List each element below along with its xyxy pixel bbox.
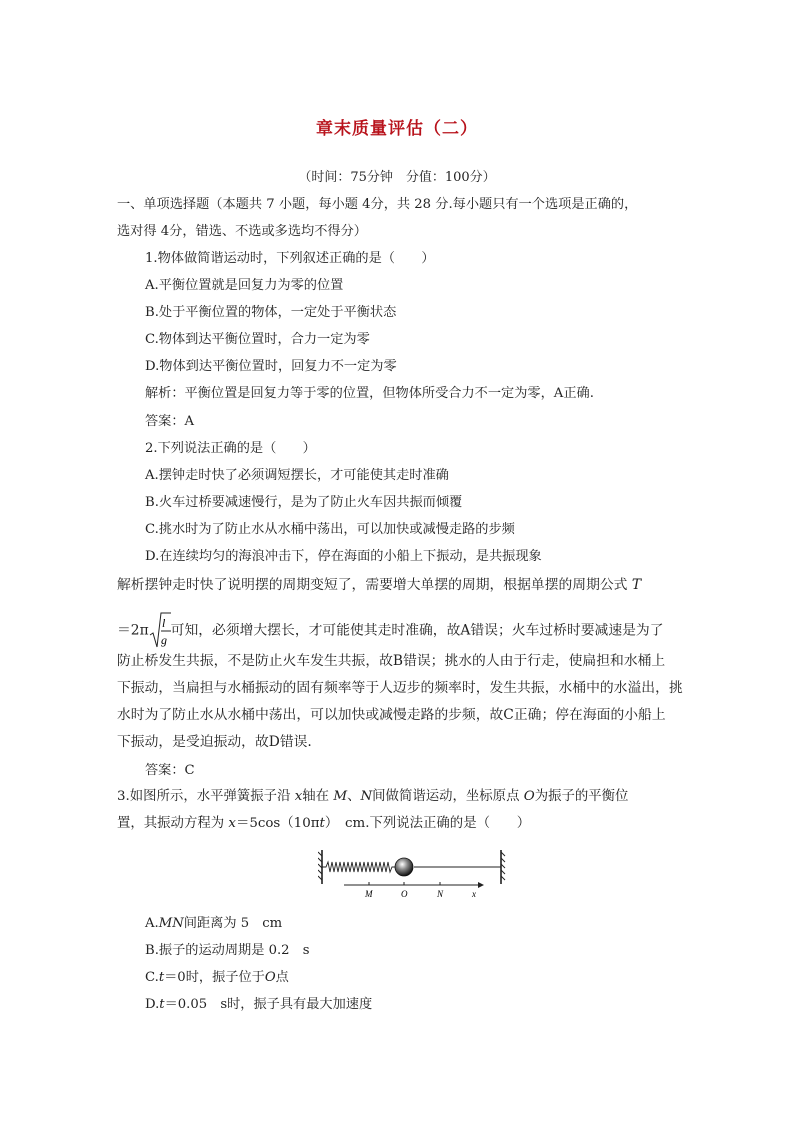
formula-g: g [160,633,167,647]
q2-analysis-line2: ＝2π l g 可知，必须增大摆长，才可能使其走时准确，故A错误；火车过桥时要减速是为了 [117,611,664,651]
q2-analysis-line5: 水时为了防止水从水桶中荡出，可以加快或减慢走路的步频，故C正确；停在海面的小船上 [117,707,666,723]
q3-option-c: C.t＝0时，振子位于O点 [145,970,289,985]
spring-coil [322,862,396,872]
q2-analysis-line6: 下振动，是受迫振动，故D错误. [117,734,312,750]
q3-option-b: B.振子的运动周期是 0.2 s [145,943,310,958]
spring-oscillator-figure [318,848,508,900]
q2-analysis-line4: 下振动，当扁担与水桶振动的固有频率等于人迈步的频率时，发生共振，水桶中的水溢出，挑 [117,680,683,696]
q1-option-c: C.物体到达平衡位置时，合力一定为零 [145,332,370,347]
section-heading-line2: 选对得 4分，错选、不选或多选均不得分） [117,224,367,239]
page-title: 章末质量评估（二） [316,119,478,139]
q2-analysis-line1: 解析摆钟走时快了说明摆的周期变短了，需要增大单摆的周期，根据单摆的周期公式 T [117,577,642,593]
label-M: M [365,889,373,899]
oscillator-ball [395,858,413,876]
q2-option-d: D.在连续均匀的海浪冲击下，停在海面的小船上下振动，是共振现象 [145,549,542,564]
q3-stem-line1: 3.如图所示，水平弹簧振子沿 x轴在 M、N间做简谐运动，坐标原点 O为振子的平衡位 [117,789,629,804]
q3-stem-line2: 置，其振动方程为 x＝5cos（10πt） cm.下列说法正确的是（ ） [117,816,531,831]
q2-option-a: A.摆钟走时快了必须调短摆长，才可能使其走时准确 [145,468,449,483]
page-subtitle: （时间：75分钟 分值：100分） [298,170,496,185]
q1-stem: 1.物体做简谐运动时，下列叙述正确的是（ ） [145,251,435,266]
label-O: O [401,889,408,899]
q1-analysis: 解析：平衡位置是回复力等于零的位置，但物体所受合力不一定为零，A正确. [145,386,594,401]
q2-analysis-line3: 防止桥发生共振，不是防止火车发生共振，故B错误；挑水的人由于行走，使扁担和水桶上 [117,653,666,669]
q3-option-d: D.t＝0.05 s时，振子具有最大加速度 [145,997,373,1012]
label-N: N [437,889,444,899]
formula-l: l [161,616,165,630]
q1-option-b: B.处于平衡位置的物体，一定处于平衡状态 [145,305,397,320]
right-wall [501,850,505,884]
q2-option-b: B.火车过桥要减速慢行，是为了防止火车因共振而倾覆 [145,495,463,510]
x-axis-arrow [478,882,484,888]
section-heading-line1: 一、单项选择题（本题共 7 小题，每小题 4分，共 28 分.每小题只有一个选项是正确的， [117,197,638,212]
q1-option-a: A.平衡位置就是回复力为零的位置 [145,278,344,293]
q2-option-c: C.挑水时为了防止水从水桶中荡出，可以加快或减慢走路的步频 [145,522,515,537]
q1-option-d: D.物体到达平衡位置时，回复力不一定为零 [145,359,397,374]
left-wall [318,850,322,884]
q1-answer: 答案：A [145,414,195,429]
q2-stem: 2.下列说法正确的是（ ） [145,441,316,456]
label-x: x [472,889,476,899]
period-formula-sqrt [149,611,171,651]
q2-answer: 答案：C [145,763,195,778]
q3-option-a: A.MN间距离为 5 cm [145,916,283,931]
